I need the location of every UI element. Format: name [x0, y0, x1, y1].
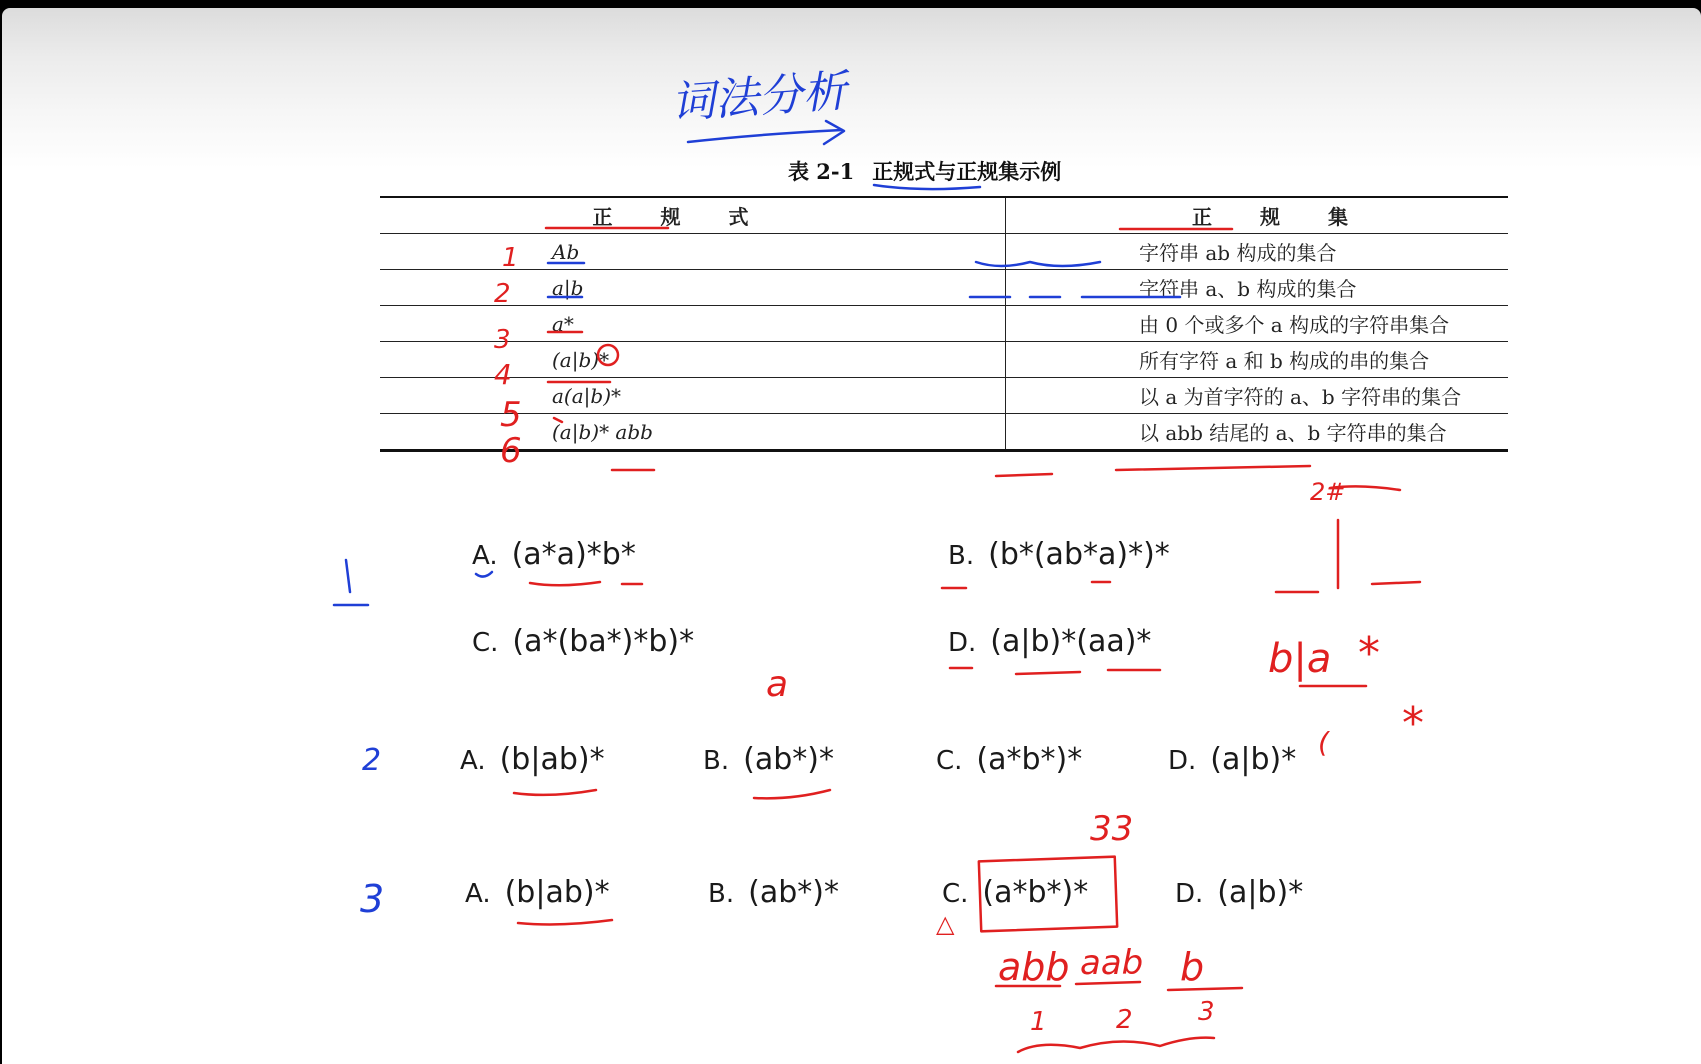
set-cell: 由 0 个或多个 a 构成的字符串集合 [1006, 306, 1509, 342]
row-number-2: 2 [494, 279, 511, 309]
q1-option-c[interactable]: C. (a*(ba*)*b)* [472, 624, 695, 659]
row-number-3: 3 [494, 325, 511, 355]
count-note: 33 [1090, 809, 1134, 849]
header-regular-set: 正 规 集 [1006, 197, 1509, 234]
q-number-3: 3 [360, 877, 385, 921]
q3-option-d[interactable]: D. (a|b)* [1175, 875, 1304, 910]
q3-option-b[interactable]: B. (ab*)* [708, 875, 839, 910]
table-caption-number: 表 2-1 [788, 159, 855, 184]
q2-option-d[interactable]: D. (a|b)* [1168, 742, 1297, 777]
side-star: * [1358, 628, 1380, 679]
table-row [380, 270, 1508, 306]
q1-option-d[interactable]: D. (a|b)*(aa)* [948, 624, 1152, 659]
set-cell: 字符串 ab 构成的集合 [1006, 234, 1509, 270]
table-caption-title: 正规式与正规集示例 [872, 159, 1062, 184]
regex-table [380, 196, 1508, 452]
side-paren-star: * [1402, 698, 1424, 749]
bottom-index-2: 2 [1116, 1005, 1133, 1035]
q3-triangle-mark: △ [936, 910, 955, 938]
heading-note: 词法分析 [669, 65, 849, 129]
row-number-1: 1 [502, 243, 519, 273]
two-hash-label: 2# [1310, 478, 1346, 506]
table-row [380, 342, 1508, 378]
set-cell: 以 abb 结尾的 a、b 字符串的集合 [1006, 414, 1509, 451]
bottom-string-1: abb [998, 945, 1070, 989]
regex-cell: (a|b)* abb [380, 414, 1006, 451]
table-row [380, 414, 1508, 451]
table-row [380, 234, 1508, 270]
set-cell: 以 a 为首字符的 a、b 字符串的集合 [1006, 378, 1509, 414]
set-cell: 字符串 a、b 构成的集合 [1006, 270, 1509, 306]
regex-cell: (a|b)* [380, 342, 1006, 378]
regex-cell: a|b [380, 270, 1006, 306]
table-caption [788, 156, 1061, 186]
table-row [380, 378, 1508, 414]
q1-option-a[interactable]: A. (a*a)*b* [472, 537, 636, 572]
q2-option-c[interactable]: C. (a*b*)* [936, 742, 1083, 777]
side-expr: b|a [1268, 636, 1332, 682]
q2-option-a[interactable]: A. (b|ab)* [460, 742, 605, 777]
bottom-string-3: b [1180, 945, 1205, 989]
table-row [380, 306, 1508, 342]
set-cell: 所有字符 a 和 b 构成的串的集合 [1006, 342, 1509, 378]
row-number-5: 5 [500, 395, 522, 435]
bottom-index-1: 1 [1030, 1007, 1047, 1037]
regex-cell: Ab [380, 234, 1006, 270]
bottom-index-3: 3 [1198, 997, 1215, 1027]
q3-option-c[interactable]: C. (a*b*)* [942, 875, 1089, 910]
q-number-2: 2 [362, 743, 382, 778]
regex-cell: a(a|b)* [380, 378, 1006, 414]
bottom-string-2: aab [1080, 943, 1144, 983]
row-number-4: 4 [494, 358, 512, 391]
header-regex: 正 规 式 [380, 197, 1006, 234]
row-number-6: 6 [500, 431, 522, 471]
table-header-row [380, 197, 1508, 234]
side-letter-a: a [766, 664, 789, 705]
regex-cell: a* [380, 306, 1006, 342]
side-paren: ( [1318, 726, 1329, 759]
q3-option-a[interactable]: A. (b|ab)* [465, 875, 610, 910]
q2-option-b[interactable]: B. (ab*)* [703, 742, 834, 777]
q1-option-b[interactable]: B. (b*(ab*a)*)* [948, 537, 1170, 572]
